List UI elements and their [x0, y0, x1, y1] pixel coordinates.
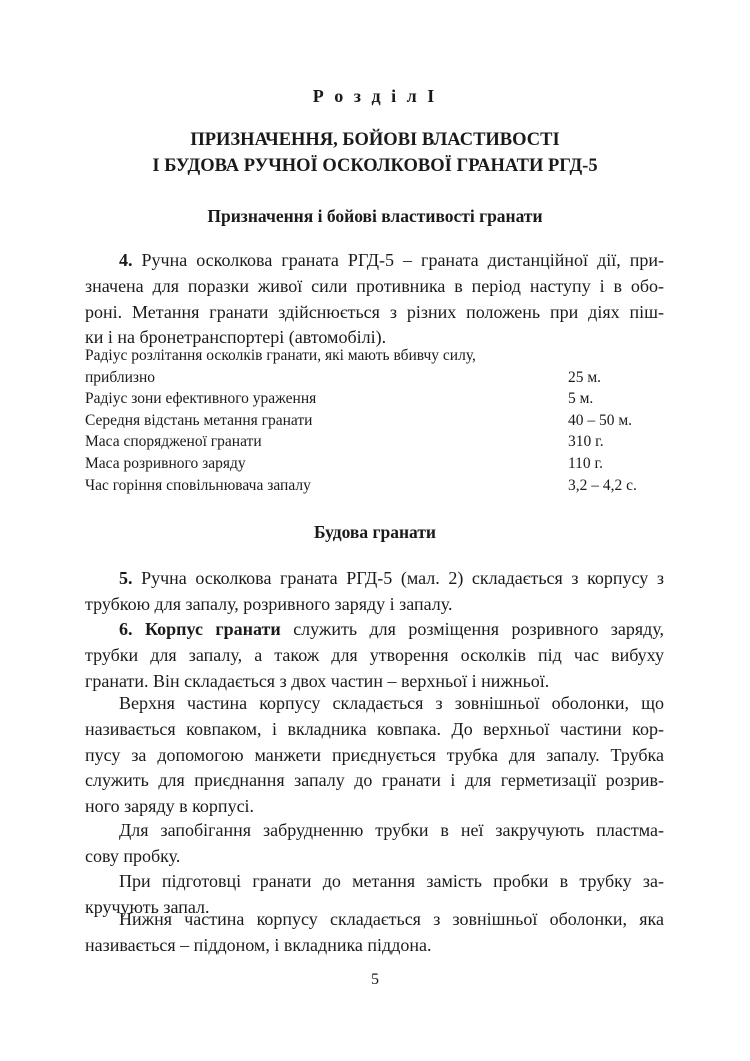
spec-label: Маса спорядженої гранати [85, 433, 262, 451]
paragraph-number: 4. [119, 250, 133, 270]
spec-value: 310 г. [568, 433, 604, 451]
paragraph-line: сову пробку. [85, 845, 181, 866]
paragraph-4 [85, 248, 664, 351]
paragraph-line: трубки для запалу, а також для утворення осколків під час вибуху [85, 644, 664, 665]
spec-row [85, 367, 664, 389]
spec-label: Радіус зони ефективного ураження [85, 390, 317, 408]
paragraph-line: трубкою для запалу, розривного заряду і запалу. [85, 593, 453, 614]
paragraph-line: 4. Ручна осколкова граната РГД-5 – граната дистанційної дії, при- [119, 250, 665, 270]
bold-term: Корпус гранати [144, 619, 281, 639]
spec-row [85, 388, 664, 410]
paragraph-8 [85, 818, 664, 870]
chapter-title-line-1: ПРИЗНАЧЕННЯ, БОЙОВІ ВЛАСТИВОСТІ [190, 130, 560, 150]
paragraph-6 [85, 617, 664, 694]
spec-row [85, 475, 664, 497]
paragraph-7 [85, 691, 664, 820]
paragraph-number: 6. [119, 619, 133, 639]
heading-purpose: Призначення і бойові властивості гранати [207, 206, 543, 226]
paragraph-line: служить для приєднання запалу до гранати і для герметизації розрив- [85, 770, 664, 791]
spec-label: Радіус розлітання осколків гранати, які мають вбивчу силу, [85, 347, 476, 364]
heading-construction: Будова гранати [313, 522, 436, 542]
chapter-title-line-2: І БУДОВА РУЧНОЇ ОСКОЛКОВОЇ ГРАНАТИ РГД-5 [152, 156, 598, 176]
paragraph-line: роні. Метання гранати здійснюється з різних положень при діях піш- [85, 301, 664, 322]
section-label: Р о з д і л I [312, 86, 438, 106]
paragraph-line: При підготовці гранати до метання замість пробки в трубку за- [119, 871, 664, 891]
spec-label: Час горіння сповільнювача запалу [85, 476, 311, 494]
paragraph-line: Нижня частина корпусу складається з зовнішньої оболонки, яка [119, 909, 664, 929]
specs-list [85, 345, 664, 496]
paragraph-line: значена для поразки живої сили противника в період наступу і в обо- [85, 275, 664, 296]
spec-row [85, 410, 664, 432]
paragraph-number: 5. [119, 568, 133, 588]
paragraph-line: кручують запал. [85, 896, 210, 917]
paragraph-line: пусу за допомогою манжети приєднується трубка для запалу. Трубка [85, 744, 664, 765]
paragraph-10 [85, 907, 664, 959]
paragraph-line: називається – піддоном, і вкладника піддона. [85, 934, 432, 955]
paragraph-line: ного заряду в корпусі. [85, 796, 255, 817]
paragraph-line: 5. Ручна осколкова граната РГД-5 (мал. 2) складається з корпусу з [119, 568, 664, 588]
paragraph-line: ки і на бронетранспортері (автомобілі). [85, 327, 387, 348]
chapter-title [0, 127, 750, 179]
paragraph-line: гранати. Він складається з двох частин – верхньої і нижньої. [85, 670, 550, 691]
spec-row [85, 431, 664, 453]
spec-value: 3,2 – 4,2 с. [568, 476, 637, 494]
spec-label: приблизно [85, 368, 156, 386]
page-number: 5 [371, 971, 379, 988]
spec-label: Маса розривного заряду [85, 454, 246, 472]
spec-value: 110 г. [568, 454, 604, 472]
spec-value: 5 м. [568, 390, 594, 408]
paragraph-line: називається ковпаком, і вкладника ковпака. До верхньої частини кор- [85, 718, 664, 739]
spec-row [85, 345, 664, 367]
spec-label: Середня відстань метання гранати [85, 411, 313, 429]
paragraph-line: Верхня частина корпусу складається з зовнішньої оболонки, що [119, 693, 664, 713]
paragraph-line: 6. Корпус гранати служить для розміщення розривного заряду, [119, 619, 665, 639]
spec-value: 40 – 50 м. [568, 411, 633, 429]
paragraph-line: Для запобігання забрудненню трубки в неї закручують пластма- [119, 820, 664, 840]
spec-value: 25 м. [568, 368, 602, 386]
spec-row [85, 453, 664, 475]
paragraph-5 [85, 566, 664, 618]
